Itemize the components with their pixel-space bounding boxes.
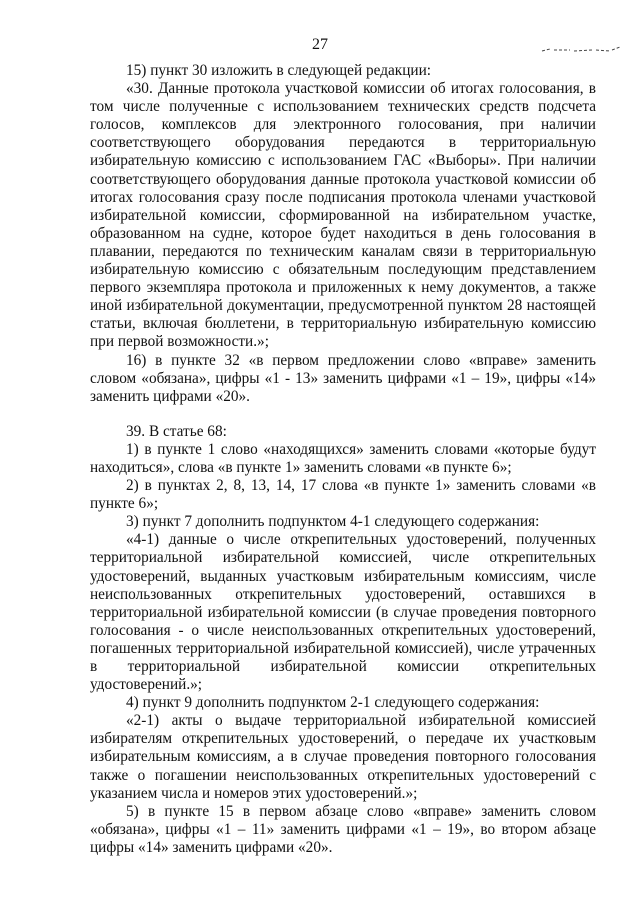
paragraph-art68-item-5: 5) в пункте 15 в первом абзаце слово «вправе» заменить словом «обязана», цифры «1 – 11» заменить цифрами «1 – 19», во втором абзаце цифры «14» заменить цифрами «20». bbox=[90, 802, 596, 856]
document-body bbox=[90, 62, 596, 857]
paragraph-art68-item-2: 2) в пунктах 2, 8, 13, 14, 17 слова «в пункте 1» заменить словами «в пункте 6»; bbox=[90, 477, 596, 513]
paragraph-item-16: 16) в пункте 32 «в первом предложении слово «вправе» заменить словом «обязана», цифры «1 - 13» заменить цифрами «1 – 19», цифры «14» заменить цифрами «20». bbox=[90, 351, 596, 405]
page-number: 27 bbox=[312, 36, 328, 53]
scan-artifact-mark bbox=[540, 46, 622, 54]
paragraph-art68-item-3: 3) пункт 7 дополнить подпунктом 4-1 следующего содержания: bbox=[126, 513, 540, 531]
paragraph-subpoint-2-1: «2-1) акты о выдаче территориальной избирательной комиссией избирателям открепительных удостоверений, о передаче их участковым избирательным комиссиям, а в случае проведения повторного голосования также о погашении неиспользованных открепительных удостоверений с указанием числа и номеров этих удостоверений.»; bbox=[90, 712, 596, 802]
paragraph-item-15-heading: 15) пункт 30 изложить в следующей редакции: bbox=[126, 62, 432, 79]
paragraph-art68-item-1: 1) в пункте 1 слово «находящихся» заменить словами «которые будут находиться», слова «в пункте 1» заменить словами «в пункте 6»; bbox=[90, 440, 596, 476]
paragraph-subpoint-4-1: «4-1) данные о числе открепительных удостоверений, полученных территориальной избирательной комиссией, числе открепительных удостоверений, выданных участковым избирательным комиссиям, числе неиспользованных открепительных удостоверений, оставшихся в территориальной избирательной комиссии (в случае проведения повторного голосования - о числе неиспользованных открепительных удостоверений, погашенных территориальной избирательной комиссией), числе утраченных в территориальной избирательной комиссии открепительных удостоверений.»; bbox=[90, 531, 596, 694]
paragraph-art68-item-4: 4) пункт 9 дополнить подпунктом 2-1 следующего содержания: bbox=[126, 694, 540, 712]
paragraph-point-30-text: «30. Данные протокола участковой комиссии об итогах голосования, в том числе полученные с использованием технических средств подсчета голосов, комплексов для электронного голосования, при наличии соответствующего оборудования передаются в территориальную избирательную комиссию с использованием ГАС «Выборы». При наличии соответствующего оборудования данные протокола участковой комиссии об итогах голосования сразу после подписания протокола членами участковой избирательной комиссии, сформированной на избирательном участке, образованном на судне, которое будет находиться в день голосования в плавании, передаются по техническим каналам связи в территориальную избирательную комиссию с обязательным последующим представлением первого экземпляра протокола и приложенных к нему документов, а также иной избирательной документации, предусмотренной пунктом 28 настоящей статьи, включая бюллетени, в территориальную избирательную комиссию при первой возможности.»; bbox=[90, 80, 596, 351]
paragraph-article-68-heading: 39. В статье 68: bbox=[126, 422, 227, 440]
